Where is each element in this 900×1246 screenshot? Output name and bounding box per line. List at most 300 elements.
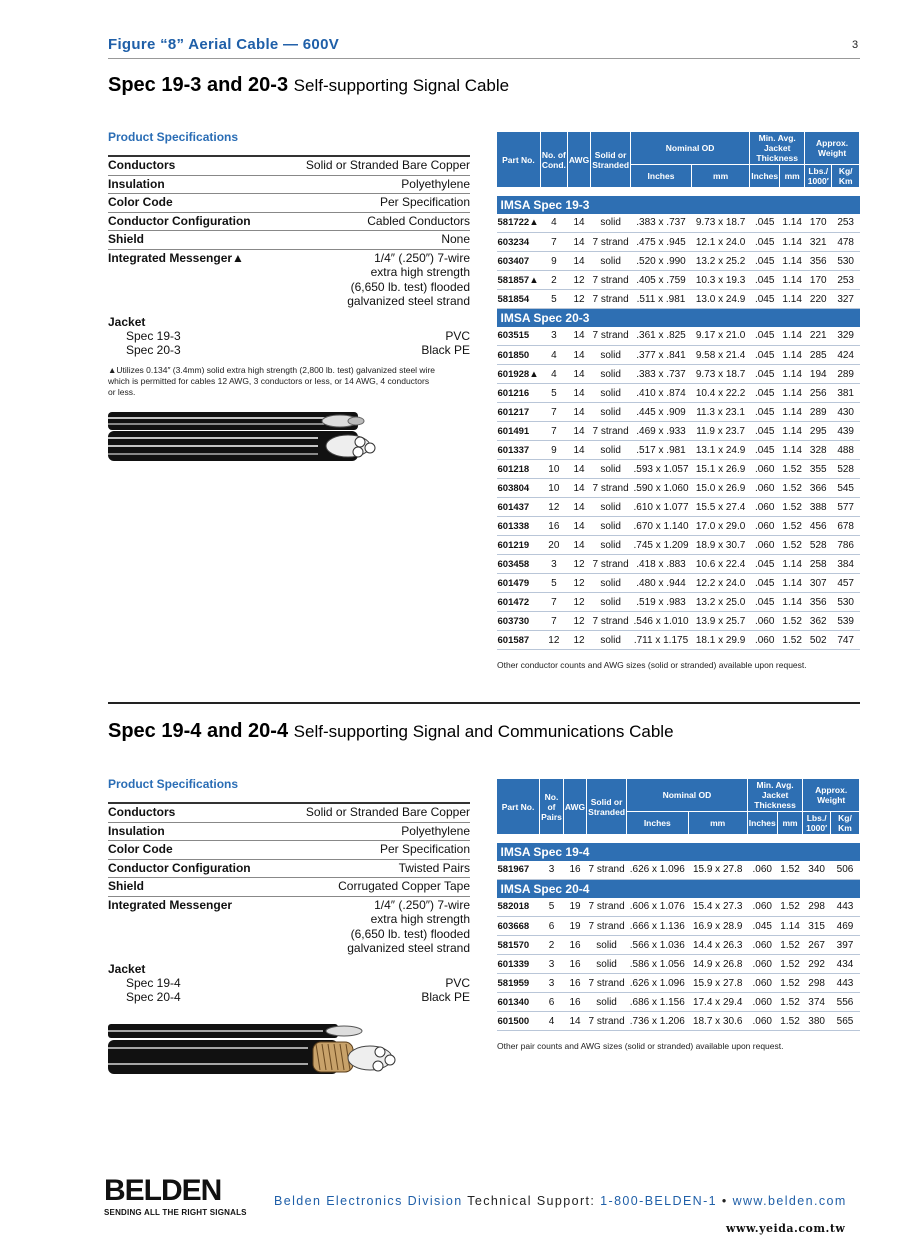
table-cell: .590 x 1.060 xyxy=(631,479,692,498)
table-cell: 7 strand xyxy=(591,327,631,346)
spec-row xyxy=(108,841,470,860)
table-cell: 253 xyxy=(832,214,860,233)
table-cell: 15.9 x 27.8 xyxy=(688,861,747,880)
spec-row xyxy=(108,822,470,841)
spec-key: Integrated Messenger▲ xyxy=(108,250,244,265)
table-cell: 12 xyxy=(540,631,567,650)
table-cell: 327 xyxy=(832,290,860,309)
jacket-spec: Spec 19-4 xyxy=(126,976,181,990)
jacket-row xyxy=(108,343,470,357)
table-cell: 1.14 xyxy=(780,271,805,290)
table-cell: 443 xyxy=(830,974,859,993)
col-lbs: Lbs./ 1000′ xyxy=(805,165,832,188)
table-cell: 1.52 xyxy=(780,498,805,517)
table-cell: 678 xyxy=(832,517,860,536)
footer-phone: 1-800-BELDEN-1 xyxy=(600,1194,718,1208)
table-cell: 14 xyxy=(567,422,590,441)
part-number: 601338 xyxy=(497,517,541,536)
table-row xyxy=(497,536,860,555)
jacket-material: Black PE xyxy=(421,990,470,1004)
table-cell: 434 xyxy=(830,955,859,974)
table-cell: solid xyxy=(591,214,631,233)
table-cell: solid xyxy=(591,517,631,536)
group-header-row xyxy=(497,196,860,214)
table-cell: 14 xyxy=(567,441,590,460)
table-row xyxy=(497,955,860,974)
table-row xyxy=(497,252,860,271)
section1-footnote: ▲Utilizes 0.134″ (3.4mm) solid extra high strength (2,800 lb. test) galvanized steel wire which is permitted for cables 12 AWG, 3 conductors or less, or 14 AWG, 4 conductors or less. xyxy=(108,365,436,397)
col-jacket-mm: mm xyxy=(777,812,803,835)
col-part-no: Part No. xyxy=(497,779,540,835)
logo-wordmark: BELDEN xyxy=(104,1174,222,1207)
table-row xyxy=(497,365,860,384)
part-number: 601928▲ xyxy=(497,365,541,384)
table-row xyxy=(497,403,860,422)
spec-row xyxy=(108,156,470,175)
part-number: 581967 xyxy=(497,861,540,880)
section2-specs-table xyxy=(108,802,470,958)
table-cell: 356 xyxy=(805,593,832,612)
table-cell: 355 xyxy=(805,460,832,479)
table-cell: 7 strand xyxy=(591,555,631,574)
table-cell: 298 xyxy=(803,974,831,993)
col-kg: Kg/ Km xyxy=(832,165,860,188)
table-cell: 397 xyxy=(830,936,859,955)
table-cell: 11.3 x 23.1 xyxy=(691,403,749,422)
table-row xyxy=(497,861,860,880)
part-number: 601339 xyxy=(497,955,540,974)
table-cell: 12 xyxy=(567,290,590,309)
table-cell: .045 xyxy=(750,593,780,612)
col-count: No. of Cond. xyxy=(540,132,567,188)
group-header-row xyxy=(497,843,860,861)
section1-table-note: Other conductor counts and AWG sizes (solid or stranded) available upon request. xyxy=(497,660,807,670)
table-cell: .745 x 1.209 xyxy=(631,536,692,555)
table-cell: 14 xyxy=(567,498,590,517)
table-cell: solid xyxy=(591,441,631,460)
spec-row xyxy=(108,859,470,878)
table-cell: .045 xyxy=(750,233,780,252)
table-cell: .711 x 1.175 xyxy=(631,631,692,650)
table-cell: .418 x .883 xyxy=(631,555,692,574)
table-cell: 362 xyxy=(805,612,832,631)
table-cell: 14 xyxy=(567,214,590,233)
table-cell: .060 xyxy=(750,536,780,555)
part-number: 603234 xyxy=(497,233,541,252)
table-cell: 7 strand xyxy=(591,290,631,309)
table-row xyxy=(497,346,860,365)
table-cell: 18.7 x 30.6 xyxy=(688,1012,747,1031)
col-nominal-od: Nominal OD xyxy=(631,132,750,165)
table-cell: 424 xyxy=(832,346,860,365)
table-cell: 7 strand xyxy=(587,1012,627,1031)
table-cell: 289 xyxy=(832,365,860,384)
jacket-material: PVC xyxy=(445,329,470,343)
part-number: 601491 xyxy=(497,422,541,441)
table-cell: 256 xyxy=(805,384,832,403)
table-cell: 545 xyxy=(832,479,860,498)
table-cell: 443 xyxy=(830,898,859,917)
part-number: 582018 xyxy=(497,898,540,917)
group-header-row xyxy=(497,880,860,898)
spec-key: Insulation xyxy=(108,823,165,838)
table-cell: 3 xyxy=(540,861,564,880)
part-number: 601216 xyxy=(497,384,541,403)
table-cell: .517 x .981 xyxy=(631,441,692,460)
jacket-spec: Spec 19-3 xyxy=(126,329,181,343)
table-cell: .060 xyxy=(747,955,777,974)
table-row xyxy=(497,233,860,252)
table-row xyxy=(497,631,860,650)
col-jacket-thickness: Min. Avg. Jacket Thickness xyxy=(750,132,805,165)
spacer-cell xyxy=(497,188,860,196)
table-cell: 9.73 x 18.7 xyxy=(691,214,749,233)
table-cell: 7 xyxy=(540,233,567,252)
table-cell: .666 x 1.136 xyxy=(627,917,689,936)
footer-web: www.belden.com xyxy=(732,1194,847,1208)
table-cell: 5 xyxy=(540,384,567,403)
table-cell: .586 x 1.056 xyxy=(627,955,689,974)
page-number: 3 xyxy=(852,39,859,51)
table-cell: .045 xyxy=(750,422,780,441)
table-row xyxy=(497,898,860,917)
table-cell: .670 x 1.140 xyxy=(631,517,692,536)
spec-row xyxy=(108,231,470,250)
table-cell: 11.9 x 23.7 xyxy=(691,422,749,441)
section1-specs-table xyxy=(108,155,470,311)
table-cell: 528 xyxy=(832,460,860,479)
table-cell: 7 xyxy=(540,612,567,631)
table-cell: 12.1 x 24.0 xyxy=(691,233,749,252)
table-cell: 3 xyxy=(540,955,564,974)
spec-key: Shield xyxy=(108,879,145,893)
table-cell: solid xyxy=(587,955,627,974)
jacket-material: PVC xyxy=(445,976,470,990)
part-number: 601479 xyxy=(497,574,541,593)
table-cell: 7 strand xyxy=(587,974,627,993)
table-cell: 1.14 xyxy=(780,252,805,271)
table-cell: 366 xyxy=(805,479,832,498)
col-jacket-mm: mm xyxy=(780,165,805,188)
table-cell: .405 x .759 xyxy=(631,271,692,290)
table-cell: 9 xyxy=(540,441,567,460)
table-cell: 1.14 xyxy=(780,290,805,309)
spec-key: Color Code xyxy=(108,195,173,209)
table-cell: 15.9 x 27.8 xyxy=(688,974,747,993)
table-cell: .045 xyxy=(750,365,780,384)
table-cell: 7 strand xyxy=(591,479,631,498)
col-kg: Kg/ Km xyxy=(830,812,859,835)
cable-illustration-signal xyxy=(108,404,388,464)
table-cell: 1.14 xyxy=(780,555,805,574)
table-cell: .060 xyxy=(750,517,780,536)
table-cell: 374 xyxy=(803,993,831,1012)
table-cell: 7 strand xyxy=(587,861,627,880)
spec-value: 1/4″ (.250″) 7-wire extra high strength (6,650 lb. test) flooded galvanized steel strand xyxy=(347,250,470,308)
section2-title xyxy=(108,720,674,743)
part-number: 601337 xyxy=(497,441,541,460)
table-cell: 12 xyxy=(567,612,590,631)
table-cell: 2 xyxy=(540,271,567,290)
table-cell: .045 xyxy=(750,214,780,233)
jacket-row xyxy=(108,990,470,1004)
table-cell: 10 xyxy=(540,479,567,498)
col-jacket-inches: Inches xyxy=(747,812,777,835)
table-cell: .445 x .909 xyxy=(631,403,692,422)
table-cell: .060 xyxy=(750,631,780,650)
col-jacket-thickness: Min. Avg. Jacket Thickness xyxy=(747,779,803,812)
table-cell: 1.52 xyxy=(777,936,803,955)
table-cell: 321 xyxy=(805,233,832,252)
part-number: 601437 xyxy=(497,498,541,517)
spec-value: Per Specification xyxy=(379,842,470,856)
table-cell: 18.1 x 29.9 xyxy=(691,631,749,650)
section1-title-bold: Spec 19-3 and 20-3 xyxy=(108,74,289,96)
table-cell: 14 xyxy=(567,403,590,422)
footer-support-label: Technical Support: xyxy=(467,1194,596,1208)
table-cell: .520 x .990 xyxy=(631,252,692,271)
spec-key: Conductors xyxy=(108,805,176,819)
figure-title: Figure “8” Aerial Cable — 600V xyxy=(108,36,340,53)
table-cell: .045 xyxy=(750,252,780,271)
table-cell: solid xyxy=(591,346,631,365)
part-number: 603730 xyxy=(497,612,541,631)
table-cell: .593 x 1.057 xyxy=(631,460,692,479)
table-cell: .045 xyxy=(750,403,780,422)
table-cell: 13.2 x 25.0 xyxy=(691,593,749,612)
table-cell: 7 strand xyxy=(591,612,631,631)
table-cell: solid xyxy=(591,460,631,479)
table-cell: 7 strand xyxy=(591,233,631,252)
table-cell: 7 strand xyxy=(591,271,631,290)
table-cell: 539 xyxy=(832,612,860,631)
col-od-mm: mm xyxy=(688,812,747,835)
table-cell: 16 xyxy=(563,861,586,880)
table-cell: 456 xyxy=(805,517,832,536)
jacket-heading: Jacket xyxy=(108,962,146,976)
table-cell: 14 xyxy=(567,460,590,479)
table-row xyxy=(497,1012,860,1031)
group-name: IMSA Spec 20-4 xyxy=(497,880,860,898)
table-cell: .060 xyxy=(750,479,780,498)
table-cell: 1.52 xyxy=(777,1012,803,1031)
table-cell: 315 xyxy=(803,917,831,936)
spec-key: Conductor Configuration xyxy=(108,860,251,875)
section2-data-table xyxy=(496,778,860,1031)
table-cell: 430 xyxy=(832,403,860,422)
table-cell: .546 x 1.010 xyxy=(631,612,692,631)
table-cell: 9.17 x 21.0 xyxy=(691,327,749,346)
table-cell: solid xyxy=(591,593,631,612)
jacket-material: Black PE xyxy=(421,343,470,357)
col-od-inches: Inches xyxy=(631,165,692,188)
table-cell: 506 xyxy=(830,861,859,880)
table-row xyxy=(497,479,860,498)
table-cell: .606 x 1.076 xyxy=(627,898,689,917)
col-part-no: Part No. xyxy=(497,132,541,188)
table-cell: solid xyxy=(591,365,631,384)
spec-key: Insulation xyxy=(108,176,165,191)
table-cell: 10.6 x 22.4 xyxy=(691,555,749,574)
spec-key: Conductor Configuration xyxy=(108,213,251,228)
table-cell: 13.9 x 25.7 xyxy=(691,612,749,631)
spec-key: Color Code xyxy=(108,842,173,856)
part-number: 601218 xyxy=(497,460,541,479)
table-cell: 4 xyxy=(540,1012,564,1031)
table-cell: solid xyxy=(591,252,631,271)
footer-division: Belden Electronics Division xyxy=(274,1194,463,1208)
table-cell: .383 x .737 xyxy=(631,365,692,384)
spec-value: Solid or Stranded Bare Copper xyxy=(305,805,470,819)
table-cell: 298 xyxy=(803,898,831,917)
table-cell: 5 xyxy=(540,898,564,917)
table-cell: 1.14 xyxy=(780,574,805,593)
table-cell: 14 xyxy=(567,384,590,403)
table-cell: .045 xyxy=(750,384,780,403)
table-cell: 13.1 x 24.9 xyxy=(691,441,749,460)
table-row xyxy=(497,498,860,517)
table-cell: 258 xyxy=(805,555,832,574)
footer-separator: • xyxy=(721,1194,728,1208)
table-cell: .060 xyxy=(750,498,780,517)
table-cell: 7 xyxy=(540,403,567,422)
table-cell: 17.0 x 29.0 xyxy=(691,517,749,536)
jacket-spec: Spec 20-3 xyxy=(126,343,181,357)
col-od-mm: mm xyxy=(691,165,749,188)
table-cell: 384 xyxy=(832,555,860,574)
spec-row xyxy=(108,878,470,897)
table-cell: 9 xyxy=(540,252,567,271)
table-row xyxy=(497,214,860,233)
table-row xyxy=(497,327,860,346)
part-number: 601472 xyxy=(497,593,541,612)
table-cell: 1.14 xyxy=(780,346,805,365)
table-cell: .045 xyxy=(747,917,777,936)
table-cell: 289 xyxy=(805,403,832,422)
table-cell: .511 x .981 xyxy=(631,290,692,309)
table-cell: .060 xyxy=(747,993,777,1012)
table-cell: 356 xyxy=(805,252,832,271)
table-cell: 1.14 xyxy=(780,593,805,612)
table-cell: 1.52 xyxy=(780,612,805,631)
spec-value: Solid or Stranded Bare Copper xyxy=(305,158,470,172)
part-number: 603804 xyxy=(497,479,541,498)
group-name: IMSA Spec 20-3 xyxy=(497,309,860,327)
table-cell: .060 xyxy=(747,1012,777,1031)
part-number: 601219 xyxy=(497,536,541,555)
table-cell: 381 xyxy=(832,384,860,403)
table-cell: 10.3 x 19.3 xyxy=(691,271,749,290)
table-cell: 556 xyxy=(830,993,859,1012)
section1-specs-heading: Product Specifications xyxy=(108,130,239,144)
table-cell: 6 xyxy=(540,993,564,1012)
watermark-url: www.yeida.com.tw xyxy=(726,1222,846,1235)
table-cell: .610 x 1.077 xyxy=(631,498,692,517)
table-spacer xyxy=(497,188,860,196)
table-row xyxy=(497,441,860,460)
table-cell: 307 xyxy=(805,574,832,593)
table-cell: 295 xyxy=(805,422,832,441)
spec-key: Integrated Messenger xyxy=(108,897,233,912)
table-cell: .045 xyxy=(750,441,780,460)
col-od-inches: Inches xyxy=(627,812,689,835)
table-cell: 16 xyxy=(563,955,586,974)
table-cell: .626 x 1.096 xyxy=(627,974,689,993)
table-cell: 7 strand xyxy=(591,422,631,441)
header-rule xyxy=(108,58,860,59)
table-cell: .377 x .841 xyxy=(631,346,692,365)
table-row xyxy=(497,936,860,955)
table-cell: 12 xyxy=(567,593,590,612)
table-cell: 12 xyxy=(567,631,590,650)
table-cell: 1.14 xyxy=(777,917,803,936)
table-cell: solid xyxy=(591,631,631,650)
table-cell: 16 xyxy=(563,936,586,955)
table-cell: 17.4 x 29.4 xyxy=(688,993,747,1012)
table-cell: 15.5 x 27.4 xyxy=(691,498,749,517)
table-cell: 14 xyxy=(567,365,590,384)
table-cell: 14 xyxy=(567,536,590,555)
table-cell: 565 xyxy=(830,1012,859,1031)
table-cell: .736 x 1.206 xyxy=(627,1012,689,1031)
table-cell: 1.52 xyxy=(777,898,803,917)
part-number: 581854 xyxy=(497,290,541,309)
table-cell: 9.73 x 18.7 xyxy=(691,365,749,384)
table-cell: 439 xyxy=(832,422,860,441)
table-row xyxy=(497,574,860,593)
section2-title-bold: Spec 19-4 and 20-4 xyxy=(108,720,289,742)
table-cell: 4 xyxy=(540,365,567,384)
table-cell: .060 xyxy=(747,898,777,917)
table-cell: 20 xyxy=(540,536,567,555)
table-cell: 14 xyxy=(563,1012,586,1031)
table-cell: .626 x 1.096 xyxy=(627,861,689,880)
table-cell: 12 xyxy=(540,498,567,517)
spec-row xyxy=(108,249,470,311)
table-cell: 502 xyxy=(805,631,832,650)
table-cell: 1.52 xyxy=(777,993,803,1012)
table-cell: 5 xyxy=(540,290,567,309)
table-cell: .045 xyxy=(750,290,780,309)
table-cell: 6 xyxy=(540,917,564,936)
table-cell: 1.14 xyxy=(780,422,805,441)
table-cell: 10 xyxy=(540,460,567,479)
table-cell: 1.14 xyxy=(780,365,805,384)
col-solid-stranded: Solid or Stranded xyxy=(591,132,631,188)
part-number: 603458 xyxy=(497,555,541,574)
table-cell: solid xyxy=(587,936,627,955)
section2-title-rest: Self-supporting Signal and Communications Cable xyxy=(293,722,674,741)
table-cell: 1.14 xyxy=(780,214,805,233)
section1-jacket xyxy=(108,315,470,357)
table-cell: 18.9 x 30.7 xyxy=(691,536,749,555)
table-cell: 14 xyxy=(567,346,590,365)
part-number: 601500 xyxy=(497,1012,540,1031)
table-cell: 16 xyxy=(563,993,586,1012)
part-number: 601217 xyxy=(497,403,541,422)
table-cell: 285 xyxy=(805,346,832,365)
col-lbs: Lbs./ 1000′ xyxy=(803,812,831,835)
table-cell: 7 xyxy=(540,422,567,441)
table-cell: 469 xyxy=(830,917,859,936)
table-cell: 1.14 xyxy=(780,327,805,346)
part-number: 581959 xyxy=(497,974,540,993)
section1-data-table xyxy=(496,131,860,650)
table-cell: .060 xyxy=(747,861,777,880)
col-count: No. of Pairs xyxy=(540,779,564,835)
table-cell: 457 xyxy=(832,574,860,593)
table-cell: 10.4 x 22.2 xyxy=(691,384,749,403)
